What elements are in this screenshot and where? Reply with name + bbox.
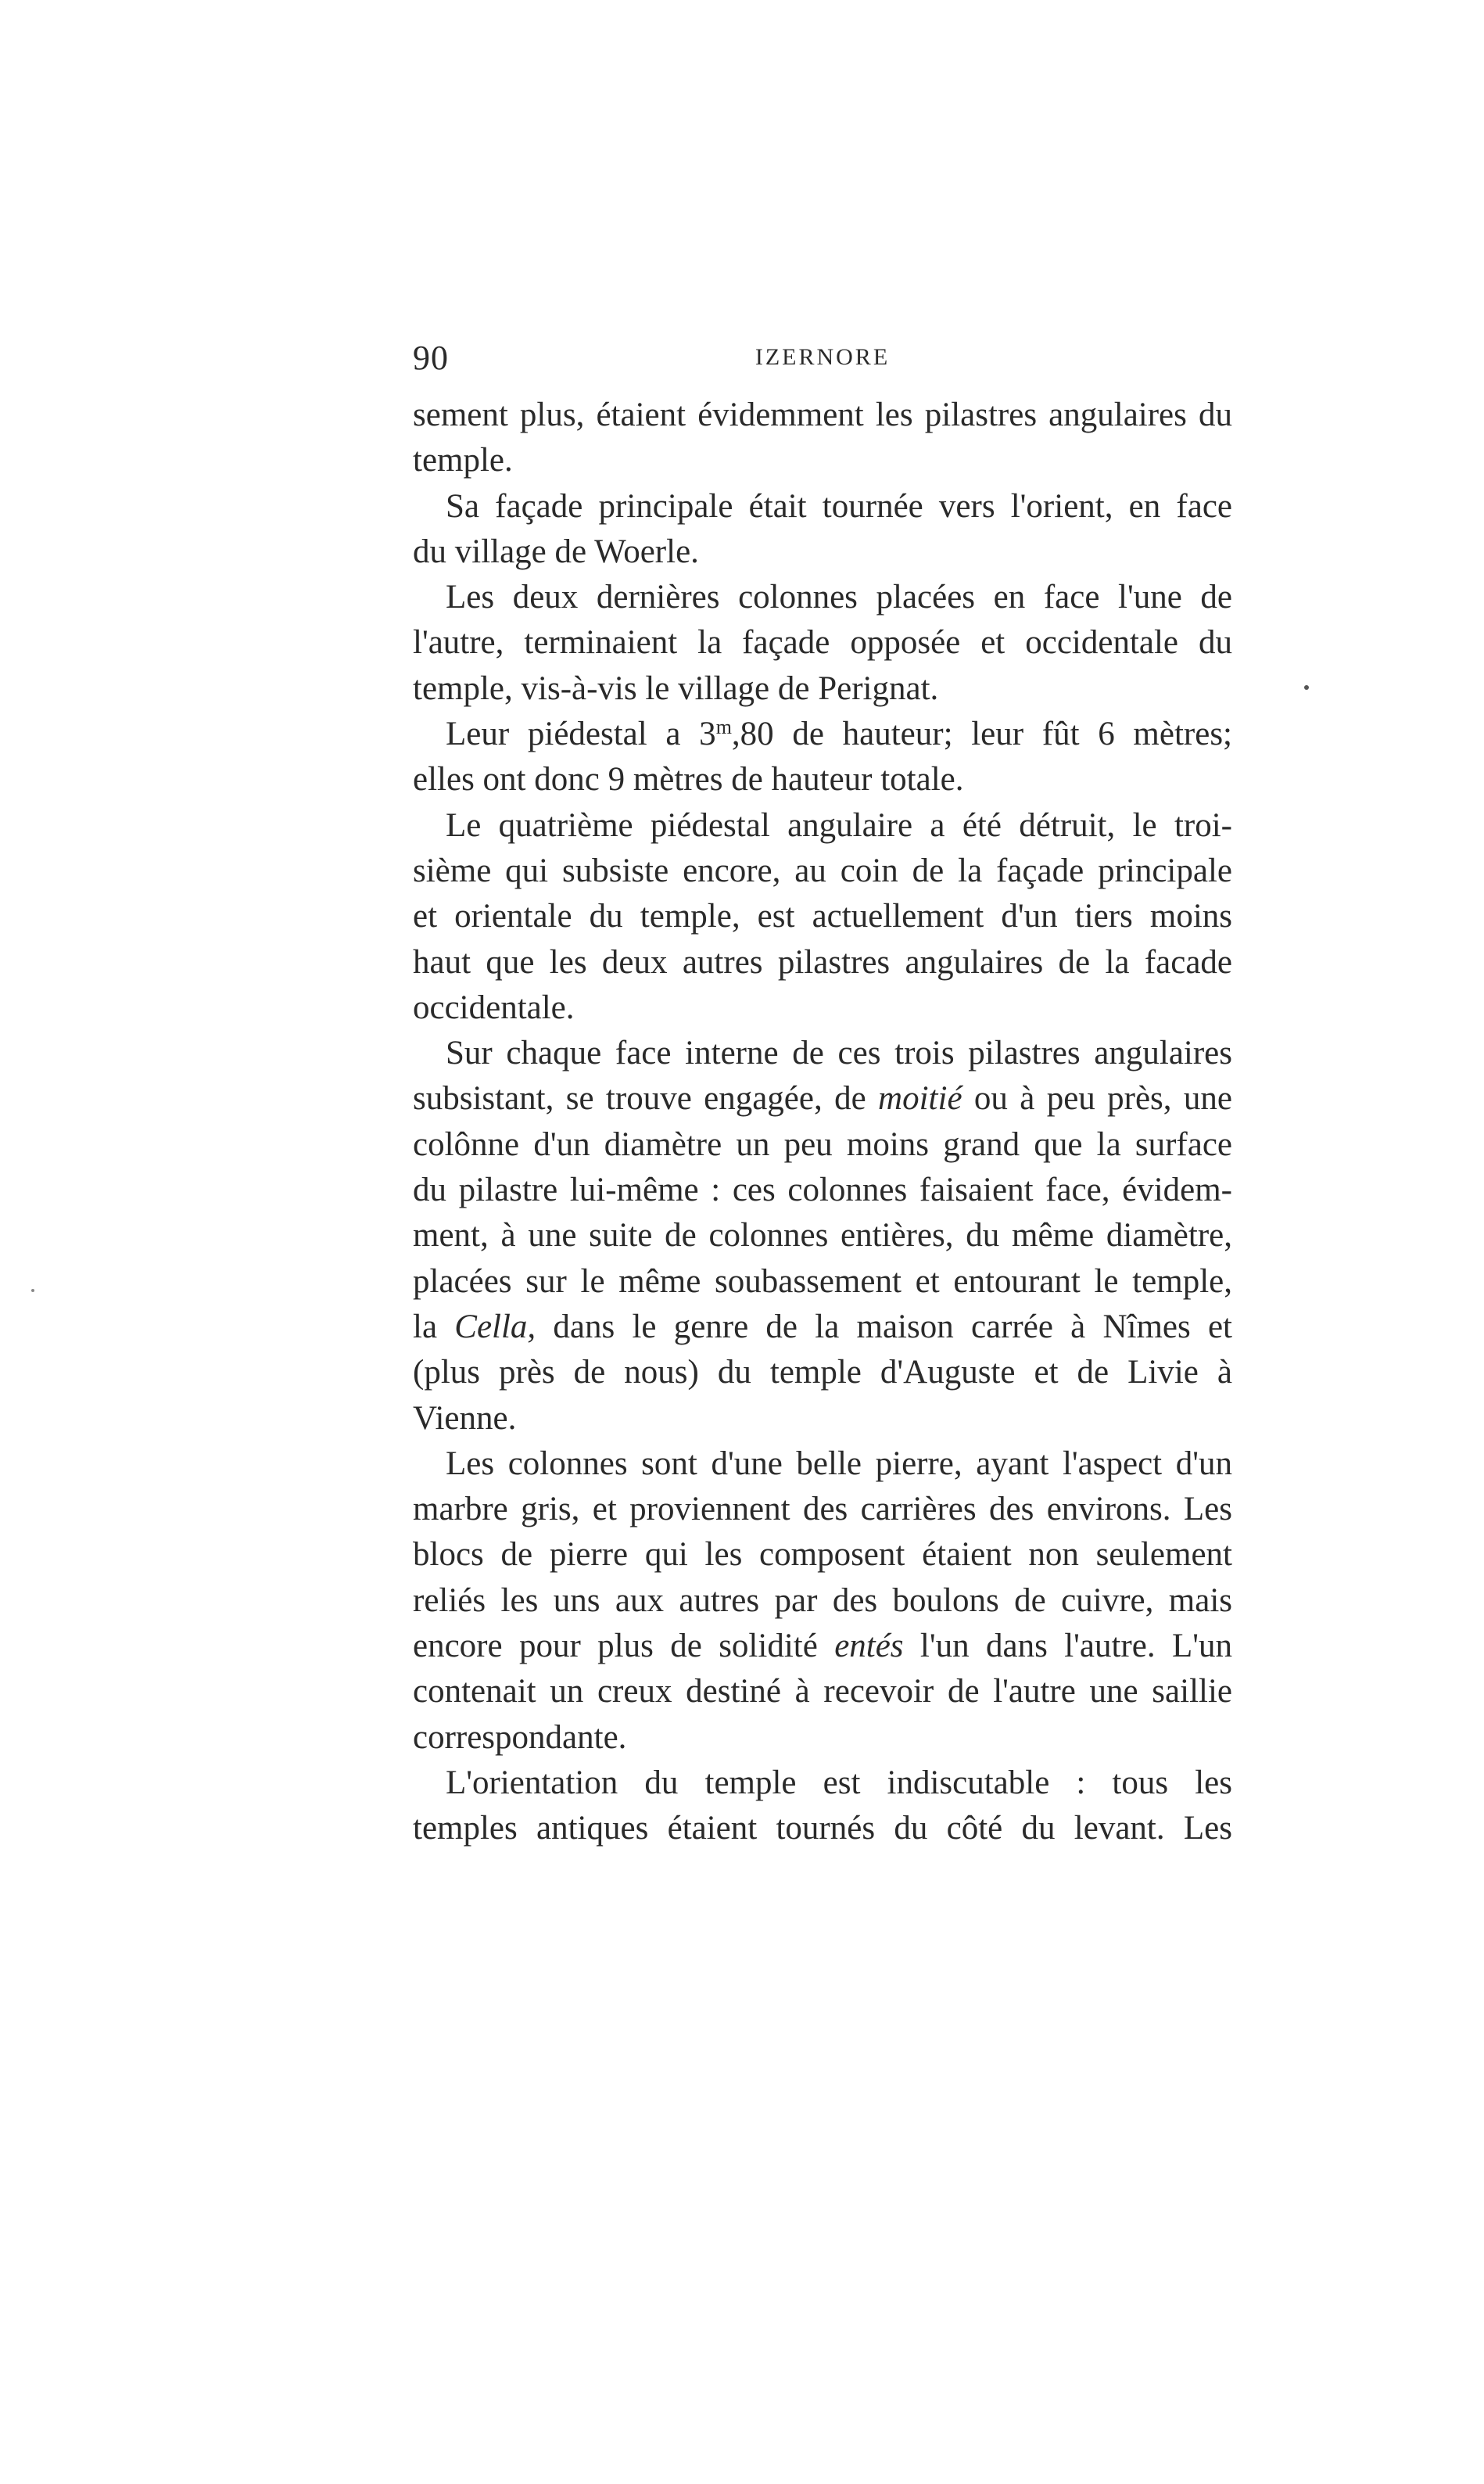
text-line: sement plus, étaient évidemment les pilastres angulaires du	[413, 397, 1232, 433]
text-line: temples antiques étaient tournés du côté du levant. Les	[413, 1810, 1232, 1847]
text-line: l'autre, terminaient la façade opposée et occidentale du	[413, 624, 1232, 662]
running-head	[413, 338, 1232, 393]
text-line: (plus près de nous) du temple d'Auguste et de Livie à	[413, 1354, 1232, 1391]
text-line: Sa façade principale était tournée vers l'orient, en face	[446, 487, 1232, 525]
text-line: du village de Woerle.	[413, 533, 699, 570]
text-line: du pilastre lui-même : ces colonnes faisaient face, évidem-	[413, 1172, 1232, 1209]
text-line: contenait un creux destiné à recevoir de l'autre une saillie	[413, 1673, 1232, 1710]
text-segment: dans le genre de la maison carrée à Nîmes et	[536, 1308, 1232, 1345]
text-line	[413, 1624, 1232, 1669]
text-segment: la	[413, 1308, 455, 1345]
paper-speck	[31, 1289, 34, 1292]
italic-word: Cella,	[454, 1308, 536, 1345]
text-line: haut que les deux autres pilastres angulaires de la facade	[413, 943, 1232, 981]
italic-word: entés	[834, 1628, 904, 1665]
text-line: et orientale du temple, est actuellement d'un tiers moins	[413, 898, 1232, 935]
text-line	[413, 712, 1232, 757]
superscript-unit: m	[715, 716, 732, 739]
text-segment: subsistant, se trouve engagée, de	[413, 1080, 879, 1118]
text-line: Sur chaque face interne de ces trois pilastres angulaires	[446, 1035, 1232, 1072]
text-segment: l'un dans l'autre. L'un	[903, 1628, 1232, 1665]
text-line: reliés les uns aux autres par des boulons de cuivre, mais	[413, 1581, 1232, 1619]
text-segment: ,80 de hauteur; leur fût 6 mètres;	[731, 716, 1233, 753]
page-number: 90	[413, 339, 449, 377]
text-line: Vienne.	[413, 1399, 517, 1437]
text-line: sième qui subsiste encore, au coin de la façade principale	[413, 852, 1232, 889]
body-text	[413, 393, 1232, 1852]
text-line: ment, à une suite de colonnes entières, du même diamètre,	[413, 1217, 1232, 1255]
text-block	[413, 338, 1232, 1852]
text-line	[413, 1076, 1232, 1122]
text-line: Les deux dernières colonnes placées en face l'une de	[446, 579, 1232, 616]
text-line: marbre gris, et proviennent des carrières des environs. Les	[413, 1491, 1232, 1528]
text-segment: ou à peu près, une	[962, 1080, 1232, 1118]
text-line: occidentale.	[413, 989, 575, 1026]
text-line: temple, vis-à-vis le village de Perignat.	[413, 669, 939, 707]
italic-word: moitié	[878, 1080, 962, 1118]
text-line: colônne d'un diamètre un peu moins grand que la surface	[413, 1125, 1232, 1163]
running-title: IZERNORE	[755, 344, 891, 370]
text-line	[413, 1305, 1232, 1350]
text-segment: encore pour plus de solidité	[413, 1628, 835, 1665]
text-line: Les colonnes sont d'une belle pierre, ayant l'aspect d'un	[446, 1445, 1232, 1482]
text-line: Le quatrième piédestal angulaire a été détruit, le troi-	[446, 806, 1232, 844]
text-line: placées sur le même soubassement et entourant le temple,	[413, 1262, 1232, 1300]
text-segment: Leur piédestal a 3	[446, 716, 716, 753]
paper-speck	[1304, 685, 1309, 690]
text-line: correspondante.	[413, 1718, 627, 1756]
text-line: blocs de pierre qui les composent étaient non seulement	[413, 1536, 1232, 1574]
text-line: temple.	[413, 442, 513, 479]
text-line: elles ont donc 9 mètres de hauteur totale.	[413, 761, 964, 799]
text-line: L'orientation du temple est indiscutable : tous les	[446, 1764, 1232, 1801]
